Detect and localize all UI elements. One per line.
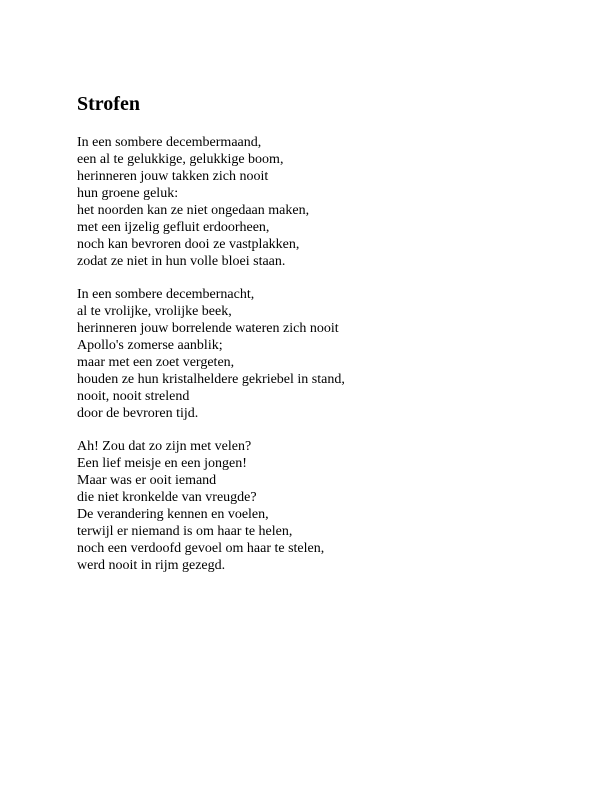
poem-line: het noorden kan ze niet ongedaan maken, xyxy=(77,203,310,218)
poem-line: Een lief meisje en een jongen! xyxy=(77,456,247,471)
poem-line: Ah! Zou dat zo zijn met velen? xyxy=(77,439,252,454)
poem-line: terwijl er niemand is om haar te helen, xyxy=(77,524,293,539)
poem-line: een al te gelukkige, gelukkige boom, xyxy=(77,152,284,167)
poem-line: hun groene geluk: xyxy=(77,186,179,201)
poem-line: houden ze hun kristalheldere gekriebel in stand, xyxy=(77,372,345,387)
poem-line: al te vrolijke, vrolijke beek, xyxy=(77,304,232,319)
poem-line: zodat ze niet in hun volle bloei staan. xyxy=(77,254,286,269)
stanza-1 xyxy=(77,134,577,270)
poem-line: noch een verdoofd gevoel om haar te stelen, xyxy=(77,541,325,556)
poem-line: met een ijzelig gefluit erdoorheen, xyxy=(77,220,270,235)
poem-line: herinneren jouw borrelende wateren zich nooit xyxy=(77,321,339,336)
poem-line: maar met een zoet vergeten, xyxy=(77,355,235,370)
poem-title: Strofen xyxy=(77,93,140,115)
poem-line: Apollo's zomerse aanblik; xyxy=(77,338,223,353)
poem-line: De verandering kennen en voelen, xyxy=(77,507,269,522)
poem-line: herinneren jouw takken zich nooit xyxy=(77,169,269,184)
poem-line: noch kan bevroren dooi ze vastplakken, xyxy=(77,237,300,252)
stanza-3 xyxy=(77,438,577,574)
poem-line: werd nooit in rijm gezegd. xyxy=(77,558,226,573)
document-page xyxy=(77,92,577,590)
poem-line: die niet kronkelde van vreugde? xyxy=(77,490,257,505)
stanza-2 xyxy=(77,286,577,422)
poem-line: In een sombere decembermaand, xyxy=(77,135,262,150)
poem-line: nooit, nooit strelend xyxy=(77,389,190,404)
poem-line: Maar was er ooit iemand xyxy=(77,473,217,488)
poem-line: door de bevroren tijd. xyxy=(77,406,199,421)
poem-line: In een sombere decembernacht, xyxy=(77,287,255,302)
